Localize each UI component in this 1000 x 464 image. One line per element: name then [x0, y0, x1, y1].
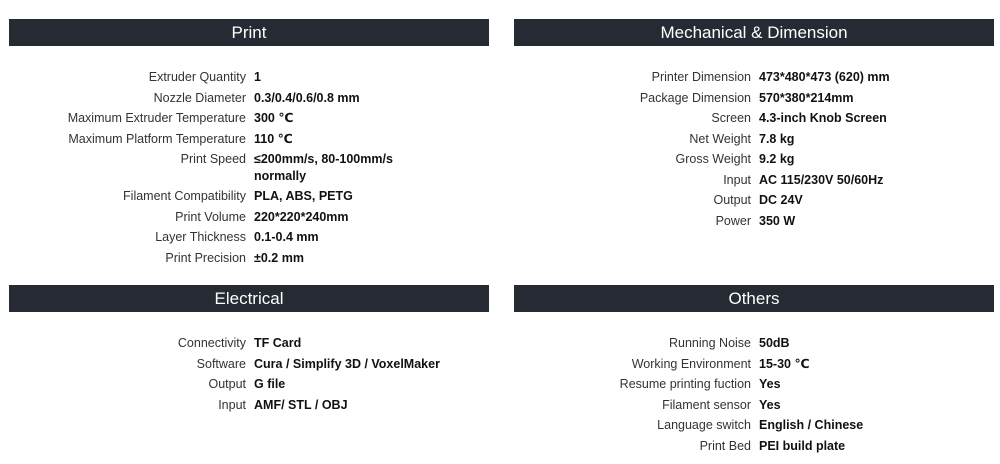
spec-row [514, 110, 994, 127]
spec-value: DC 24V [759, 193, 803, 207]
spec-row [9, 356, 489, 373]
spec-row [9, 209, 489, 226]
spec-value: 0.3/0.4/0.6/0.8 mm [254, 90, 360, 105]
spec-label: Package Dimension [639, 90, 751, 105]
electrical-spec-list [9, 335, 489, 413]
spec-row [514, 151, 994, 168]
spec-value: 1 [254, 70, 261, 84]
spec-value: PLA, ABS, PETG [254, 189, 353, 203]
spec-label: Gross Weight [675, 152, 751, 166]
spec-row [9, 69, 489, 86]
spec-value: Yes [759, 377, 781, 391]
spec-label: Running Noise [669, 336, 751, 350]
spec-value: G file [254, 377, 286, 391]
spec-label: Layer Thickness [155, 230, 246, 244]
spec-row [9, 131, 489, 148]
spec-value: ≤200mm/s, 80-100mm/s normally [254, 152, 393, 183]
spec-label: Filament Compatibility [123, 189, 246, 203]
spec-row [514, 172, 994, 189]
others-section-header: Others [514, 285, 994, 312]
spec-value: 4.3-inch Knob Screen [759, 111, 887, 125]
spec-row [514, 376, 994, 393]
electrical-section [9, 285, 489, 417]
spec-row [9, 90, 489, 107]
spec-value: 7.8 kg [759, 131, 795, 146]
spec-row [9, 229, 489, 246]
spec-label: Print Speed [180, 152, 246, 166]
spec-value: 0.1-0.4 mm [254, 230, 319, 244]
spec-row [9, 250, 489, 267]
spec-row [514, 335, 994, 352]
spec-row [514, 213, 994, 230]
spec-row [9, 376, 489, 393]
spec-row [9, 151, 489, 184]
spec-value: 15-30 ℃ [759, 356, 810, 371]
spec-label: Print Volume [175, 209, 246, 224]
spec-value: ±0.2 mm [254, 250, 304, 265]
spec-row [9, 335, 489, 352]
spec-label: Extruder Quantity [148, 70, 246, 84]
print-spec-list [9, 69, 489, 266]
spec-label: Working Environment [631, 356, 751, 371]
mechanical-spec-list [514, 69, 994, 229]
spec-label: Connectivity [177, 336, 246, 350]
spec-value: Cura / Simplify 3D / VoxelMaker [254, 356, 440, 371]
print-section [9, 19, 489, 270]
spec-label: Filament sensor [662, 397, 751, 412]
spec-label: Output [713, 193, 751, 207]
others-section [514, 285, 994, 458]
spec-value: 300 ℃ [254, 111, 294, 125]
spec-row [514, 356, 994, 373]
spec-row [514, 131, 994, 148]
spec-value: TF Card [254, 336, 302, 350]
mechanical-section [514, 19, 994, 233]
spec-value: 220*220*240mm [254, 209, 349, 224]
spec-value: 570*380*214mm [759, 90, 854, 105]
electrical-section-header: Electrical [9, 285, 489, 312]
spec-label: Nozzle Diameter [153, 90, 246, 105]
spec-label: Software [196, 356, 246, 371]
spec-row [514, 90, 994, 107]
spec-label: Power [715, 213, 751, 228]
others-spec-list [514, 335, 994, 454]
spec-value: 9.2 kg [759, 152, 795, 166]
spec-value: 473*480*473 (620) mm [759, 70, 890, 84]
spec-label: Language switch [657, 418, 751, 432]
spec-label: Printer Dimension [651, 70, 751, 84]
spec-row [514, 69, 994, 86]
spec-value: PEI build plate [759, 438, 846, 453]
spec-label: Resume printing fuction [619, 377, 751, 391]
spec-label: Input [218, 397, 246, 412]
spec-row [514, 417, 994, 434]
spec-label: Screen [711, 111, 751, 125]
spec-label: Net Weight [689, 131, 751, 146]
spec-row [514, 397, 994, 414]
spec-row [9, 188, 489, 205]
spec-label: Print Precision [165, 250, 246, 265]
spec-label: Print Bed [699, 438, 751, 453]
spec-label: Maximum Extruder Temperature [67, 111, 246, 125]
spec-value: English / Chinese [759, 418, 864, 432]
spec-label: Output [208, 377, 246, 391]
spec-value: AMF/ STL / OBJ [254, 397, 348, 412]
spec-label: Maximum Platform Temperature [68, 131, 246, 146]
spec-row [514, 192, 994, 209]
mechanical-section-header: Mechanical & Dimension [514, 19, 994, 46]
spec-value: 110 ℃ [254, 131, 293, 146]
spec-value: 350 W [759, 213, 796, 228]
spec-value: AC 115/230V 50/60Hz [759, 172, 884, 187]
print-section-header: Print [9, 19, 489, 46]
spec-row [514, 438, 994, 455]
spec-row [9, 110, 489, 127]
spec-value: 50dB [759, 336, 790, 350]
spec-label: Input [723, 172, 751, 187]
spec-row [9, 397, 489, 414]
spec-value: Yes [759, 397, 781, 412]
